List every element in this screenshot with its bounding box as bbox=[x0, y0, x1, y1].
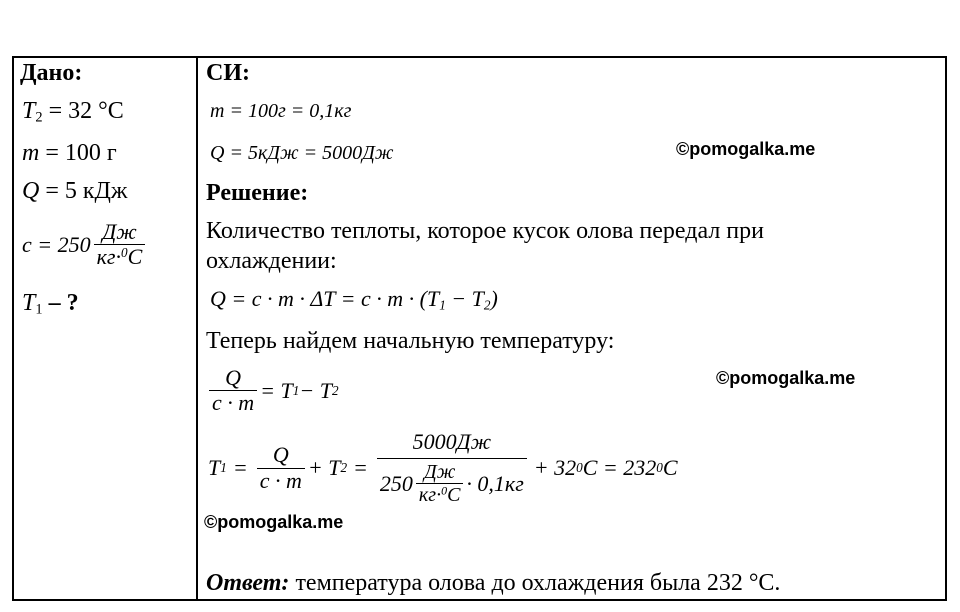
final-frac2-den-a: 250 bbox=[379, 470, 413, 496]
solution-text-1: Количество теплоты, которое кусок олова передал при bbox=[206, 218, 764, 244]
solution-text-3: Теперь найдем начальную температуру: bbox=[206, 328, 615, 354]
answer-line bbox=[206, 570, 780, 597]
final-inner-num: Дж bbox=[424, 461, 456, 484]
final-frac1 bbox=[257, 443, 305, 492]
final-frac2 bbox=[377, 430, 527, 506]
si-line-mass: m = 100г = 0,1кг bbox=[210, 100, 352, 122]
formula-ratio bbox=[206, 366, 339, 415]
watermark-2: ©pomogalka.me bbox=[716, 368, 856, 388]
m-symbol: m bbox=[22, 140, 40, 166]
final-inner-den-b: C bbox=[447, 484, 461, 507]
final-frac2-den-b: · 0,1кг bbox=[466, 470, 524, 496]
final-tail-a: + 32 bbox=[533, 455, 577, 481]
t2-value: = 32 °C bbox=[48, 98, 124, 124]
answer-label: Ответ: bbox=[206, 570, 290, 596]
q-value: = 5 кДж bbox=[45, 178, 128, 204]
t1-symbol: T bbox=[22, 290, 36, 316]
t2-sub: 2 bbox=[35, 109, 43, 126]
c-unit-den-b: C bbox=[127, 244, 143, 270]
find-t1 bbox=[22, 290, 79, 319]
c-unit-den bbox=[94, 244, 146, 269]
c-unit-den-sup: 0 bbox=[121, 244, 128, 260]
final-lhs-sub: 1 bbox=[220, 460, 227, 476]
t1-sub: 1 bbox=[35, 301, 43, 318]
ratio-rhs-s2: 2 bbox=[331, 382, 339, 398]
ratio-den: c · m bbox=[209, 390, 257, 415]
ratio-fraction bbox=[209, 366, 257, 415]
final-plus-sub: 2 bbox=[340, 460, 348, 476]
formula-heat-c: ) bbox=[490, 286, 498, 311]
solution-text-2: охлаждении: bbox=[206, 248, 337, 274]
si-title: СИ: bbox=[206, 60, 250, 86]
given-t2 bbox=[22, 98, 124, 127]
final-inner-den-a: кг· bbox=[418, 484, 442, 507]
q-symbol: Q bbox=[22, 178, 40, 204]
dano-title: Дано: bbox=[20, 60, 83, 86]
final-frac2-den bbox=[377, 458, 527, 506]
ratio-rhs-s1: 1 bbox=[292, 382, 300, 398]
final-inner-den-sup: 0 bbox=[441, 483, 448, 498]
final-plus: + T bbox=[307, 455, 341, 481]
formula-final bbox=[208, 430, 678, 506]
given-c bbox=[22, 220, 148, 269]
final-tail-sup1: 0 bbox=[576, 460, 583, 476]
solution-title: Решение: bbox=[206, 180, 309, 206]
final-frac1-num: Q bbox=[272, 442, 289, 468]
final-eq2: = bbox=[353, 455, 368, 481]
final-inner-den bbox=[416, 483, 464, 506]
c-unit-den-a: кг· bbox=[96, 244, 121, 270]
final-tail-c: C bbox=[662, 455, 678, 481]
answer-text: температура олова до охлаждения была 232 °C. bbox=[289, 570, 781, 596]
c-unit-num: Дж bbox=[102, 219, 137, 244]
si-line-heat: Q = 5кДж = 5000Дж bbox=[210, 142, 394, 164]
m-value: = 100 г bbox=[45, 140, 117, 166]
formula-heat-a: Q = c · m · ΔT = c · m · (T bbox=[210, 286, 440, 311]
watermark-3: ©pomogalka.me bbox=[204, 512, 344, 532]
given-m bbox=[22, 140, 117, 167]
formula-heat-b: − T bbox=[445, 286, 484, 311]
watermark-1: ©pomogalka.me bbox=[676, 139, 816, 159]
final-lhs: T bbox=[208, 455, 221, 481]
final-inner-frac bbox=[416, 461, 464, 506]
formula-heat-s1: 1 bbox=[439, 297, 446, 313]
t1-question: – ? bbox=[48, 290, 79, 316]
final-frac1-den: c · m bbox=[257, 468, 305, 493]
ratio-rhs-a: = T bbox=[260, 377, 293, 403]
final-eq1: = bbox=[232, 455, 248, 481]
final-frac2-num: 5000Дж bbox=[412, 429, 492, 454]
final-tail-sup2: 0 bbox=[656, 460, 663, 476]
c-lhs: c = 250 bbox=[22, 231, 91, 257]
ratio-rhs-b: − T bbox=[299, 377, 332, 403]
given-q bbox=[22, 178, 128, 205]
column-divider bbox=[196, 56, 198, 601]
c-unit-fraction bbox=[94, 220, 146, 269]
ratio-num: Q bbox=[225, 365, 242, 390]
t2-symbol: T bbox=[22, 98, 36, 124]
final-tail-b: C = 232 bbox=[582, 455, 657, 481]
formula-heat-s2: 2 bbox=[483, 297, 491, 313]
formula-heat bbox=[210, 286, 498, 313]
